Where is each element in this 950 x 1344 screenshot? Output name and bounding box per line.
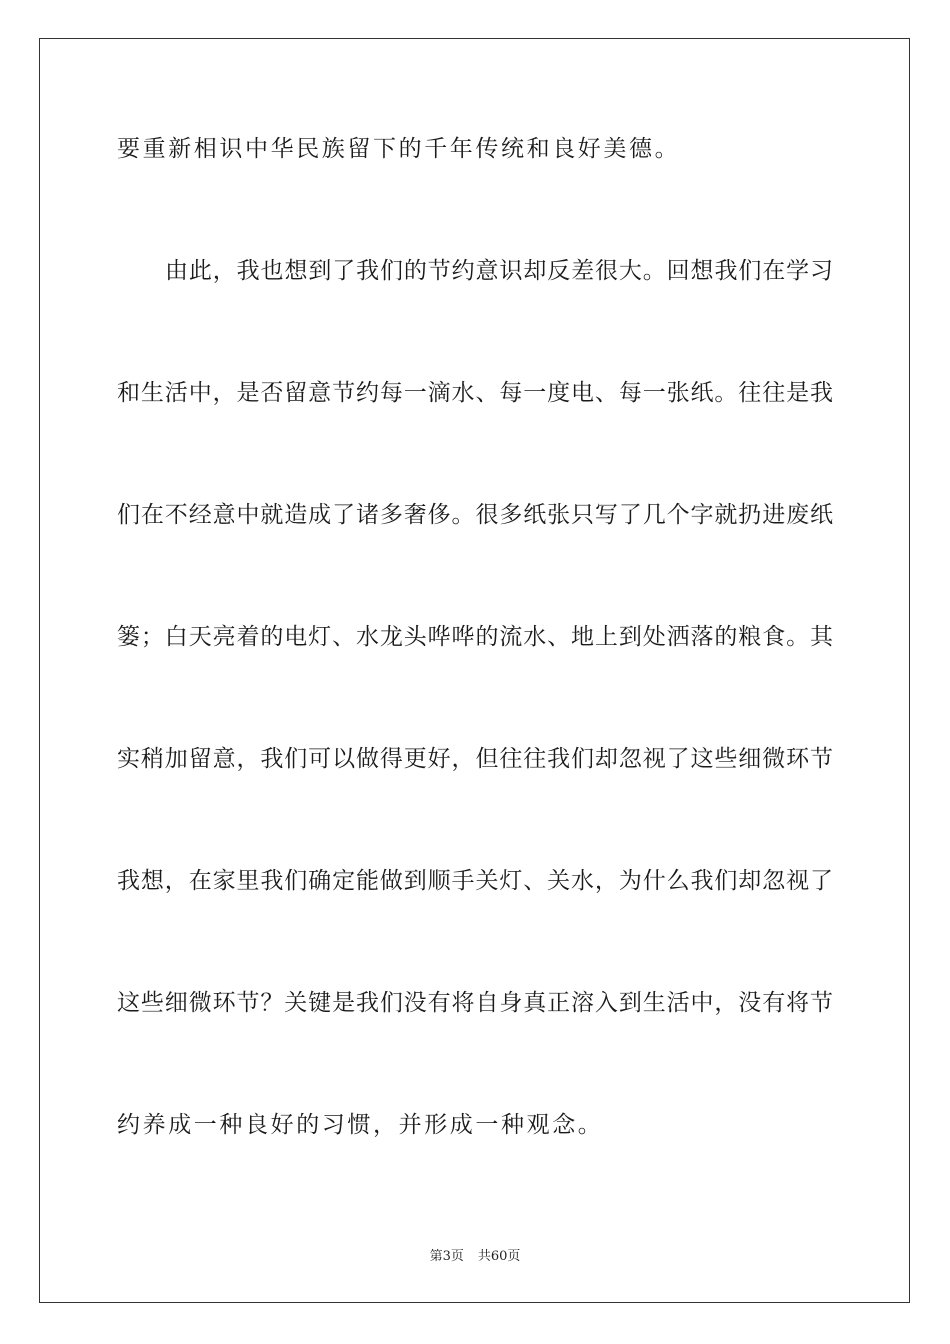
- text-line-5: 篓；白天亮着的电灯、水龙头哗哗的流水、地上到处洒落的粮食。其: [117, 624, 833, 650]
- text-line-9: 约养成一种良好的习惯，并形成一种观念。: [117, 1112, 604, 1138]
- page-footer: [0, 1245, 950, 1264]
- page-number: 第3页: [429, 1249, 464, 1264]
- text-line-8: 这些细微环节？关键是我们没有将自身真正溶入到生活中，没有将节: [117, 990, 833, 1016]
- text-line-1: 要重新相识中华民族留下的千年传统和良好美德。: [117, 136, 681, 162]
- document-body: [117, 126, 833, 1224]
- text-line-7: 我想，在家里我们确定能做到顺手关灯、关水，为什么我们却忽视了: [117, 868, 833, 894]
- text-line-6: 实稍加留意，我们可以做得更好，但往往我们却忽视了这些细微环节: [117, 746, 833, 772]
- text-line-4: 们在不经意中就造成了诸多奢侈。很多纸张只写了几个字就扔进废纸: [117, 502, 833, 528]
- text-line-2: 由此，我也想到了我们的节约意识却反差很大。回想我们在学习: [165, 258, 833, 284]
- text-line-3: 和生活中，是否留意节约每一滴水、每一度电、每一张纸。往往是我: [117, 380, 833, 406]
- page-total: 共60页: [477, 1249, 521, 1264]
